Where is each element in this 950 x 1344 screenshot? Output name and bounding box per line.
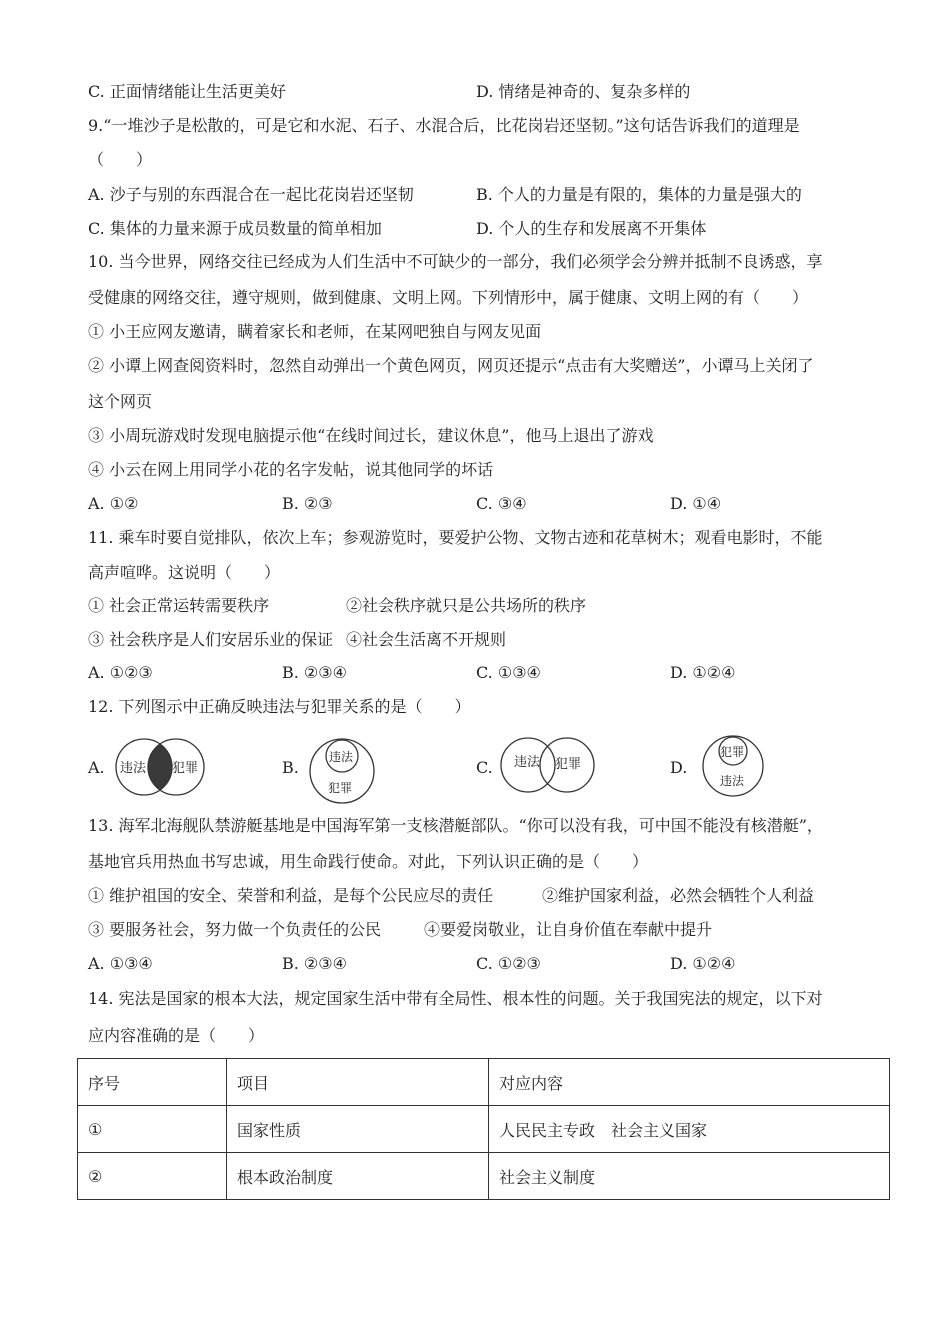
q12-c-left-text: 违法 <box>514 755 541 770</box>
q12-a-right-text: 犯罪 <box>172 761 199 776</box>
q12-b-outer-text: 犯罪 <box>328 781 353 795</box>
q12-stem: 12. 下列图示中正确反映违法与犯罪关系的是（ ） <box>88 697 471 716</box>
q10-stem-line1: 10. 当今世界，网络交往已经成为人们生活中不可缺少的一部分，我们必须学会分辨并抵制不良诱惑，享 <box>88 252 823 271</box>
q9-option-a: A. 沙子与别的东西混合在一起比花岗岩还坚韧 <box>88 185 414 204</box>
q13-stem-line1: 13. 海军北海舰队禁游艇基地是中国海军第一支核潜艇部队。“你可以没有我，可中国不能没有核潜艇”， <box>88 816 823 835</box>
table-row <box>78 1153 890 1200</box>
q11-statement-2: ②社会秩序就只是公共场所的秩序 <box>346 596 587 615</box>
q11-statement-4: ④社会生活离不开规则 <box>346 630 507 649</box>
q11-option-c: C. ①③④ <box>476 663 541 682</box>
q12-option-a-label: A. <box>88 758 105 777</box>
q11-stem-line2: 高声喧哗。这说明（ ） <box>88 563 281 582</box>
q12-option-b-label: B. <box>282 758 299 777</box>
q10-option-c: C. ③④ <box>476 494 527 513</box>
table-cell: 国家性质 <box>227 1106 489 1153</box>
table-row <box>78 1106 890 1153</box>
q12-diagram-c <box>500 730 596 800</box>
q11-statement-3: ③ 社会秩序是人们安居乐业的保证 <box>88 630 334 649</box>
q9-option-d: D. 个人的生存和发展离不开集体 <box>476 219 707 238</box>
q10-option-a: A. ①② <box>88 494 139 513</box>
table-header-row <box>78 1059 890 1106</box>
q11-statement-1: ① 社会正常运转需要秩序 <box>88 596 270 615</box>
q13-statement-3: ③ 要服务社会，努力做一个负责任的公民 <box>88 920 382 939</box>
q13-statement-2: ②维护国家利益，必然会牺牲个人利益 <box>542 886 815 905</box>
table-cell: ① <box>78 1106 227 1153</box>
q11-stem-line1: 11. 乘车时要自觉排队，依次上车；参观游览时，要爱护公物、文物古迹和花草树木；观看电影时，不能 <box>88 528 823 547</box>
q10-statement-4: ④ 小云在网上用同学小花的名字发帖，说其他同学的坏话 <box>88 460 494 479</box>
table-header-cell: 对应内容 <box>489 1059 890 1106</box>
q9-stem-line2: （ ） <box>88 150 153 169</box>
q13-option-a: A. ①③④ <box>88 954 153 973</box>
q12-diagram-b <box>304 734 384 806</box>
q8-option-d: D. 情绪是神奇的、复杂多样的 <box>476 82 691 101</box>
table-header-cell: 序号 <box>78 1059 227 1106</box>
q8-option-c: C. 正面情绪能让生活更美好 <box>88 82 286 101</box>
q14-table <box>77 1058 890 1200</box>
q10-option-d: D. ①④ <box>670 494 722 513</box>
q12-a-left-text: 违法 <box>120 761 147 776</box>
q13-option-b: B. ②③④ <box>282 954 347 973</box>
q11-option-a: A. ①②③ <box>88 663 153 682</box>
q10-statement-3: ③ 小周玩游戏时发现电脑提示他“在线时间过长，建议休息”，他马上退出了游戏 <box>88 426 654 445</box>
q9-option-b: B. 个人的力量是有限的，集体的力量是强大的 <box>476 185 802 204</box>
q12-option-d-label: D. <box>670 758 688 777</box>
q12-option-c-label: C. <box>476 758 493 777</box>
q12-diagram-a <box>114 734 206 800</box>
q12-c-right-text: 犯罪 <box>555 757 582 772</box>
q13-statement-1: ① 维护祖国的安全、荣誉和利益，是每个公民应尽的责任 <box>88 886 494 905</box>
q10-statement-2a: ② 小谭上网查阅资料时，忽然自动弹出一个黄色网页，网页还提示“点击有大奖赠送”，小谭马上关闭了 <box>88 356 814 375</box>
q10-statement-1: ① 小王应网友邀请，瞒着家长和老师，在某网吧独自与网友见面 <box>88 322 542 341</box>
q13-stem-line2: 基地官兵用热血书写忠诚，用生命践行使命。对此，下列认识正确的是（ ） <box>88 852 649 871</box>
q14-stem-line1: 14. 宪法是国家的根本大法，规定国家生活中带有全局性、根本性的问题。关于我国宪法的规定，以下对 <box>88 989 823 1008</box>
q12-d-outer-text: 违法 <box>720 774 745 788</box>
q10-option-b: B. ②③ <box>282 494 333 513</box>
q13-statement-4: ④要爱岗敬业，让自身价值在奉献中提升 <box>424 920 713 939</box>
q11-option-d: D. ①②④ <box>670 663 736 682</box>
q12-diagram-d <box>698 732 768 798</box>
q12-b-inner-text: 违法 <box>329 750 354 764</box>
table-cell: 人民民主专政 社会主义国家 <box>489 1106 890 1153</box>
q10-statement-2b: 这个网页 <box>88 392 153 411</box>
q11-option-b: B. ②③④ <box>282 663 347 682</box>
q13-option-d: D. ①②④ <box>670 954 736 973</box>
q10-stem-line2: 受健康的网络交往，遵守规则，做到健康、文明上网。下列情形中，属于健康、文明上网的有（ ） <box>88 288 809 307</box>
q12-d-inner-text: 犯罪 <box>720 745 745 759</box>
q13-option-c: C. ①②③ <box>476 954 541 973</box>
q14-stem-line2: 应内容准确的是（ ） <box>88 1026 265 1045</box>
table-cell: 社会主义制度 <box>489 1153 890 1200</box>
q9-stem-line1: 9.“一堆沙子是松散的，可是它和水泥、石子、水混合后，比花岗岩还坚韧。”这句话告诉我们的道理是 <box>88 116 800 135</box>
table-header-cell: 项目 <box>227 1059 489 1106</box>
table-cell: ② <box>78 1153 227 1200</box>
table-cell: 根本政治制度 <box>227 1153 489 1200</box>
q9-option-c: C. 集体的力量来源于成员数量的简单相加 <box>88 219 382 238</box>
